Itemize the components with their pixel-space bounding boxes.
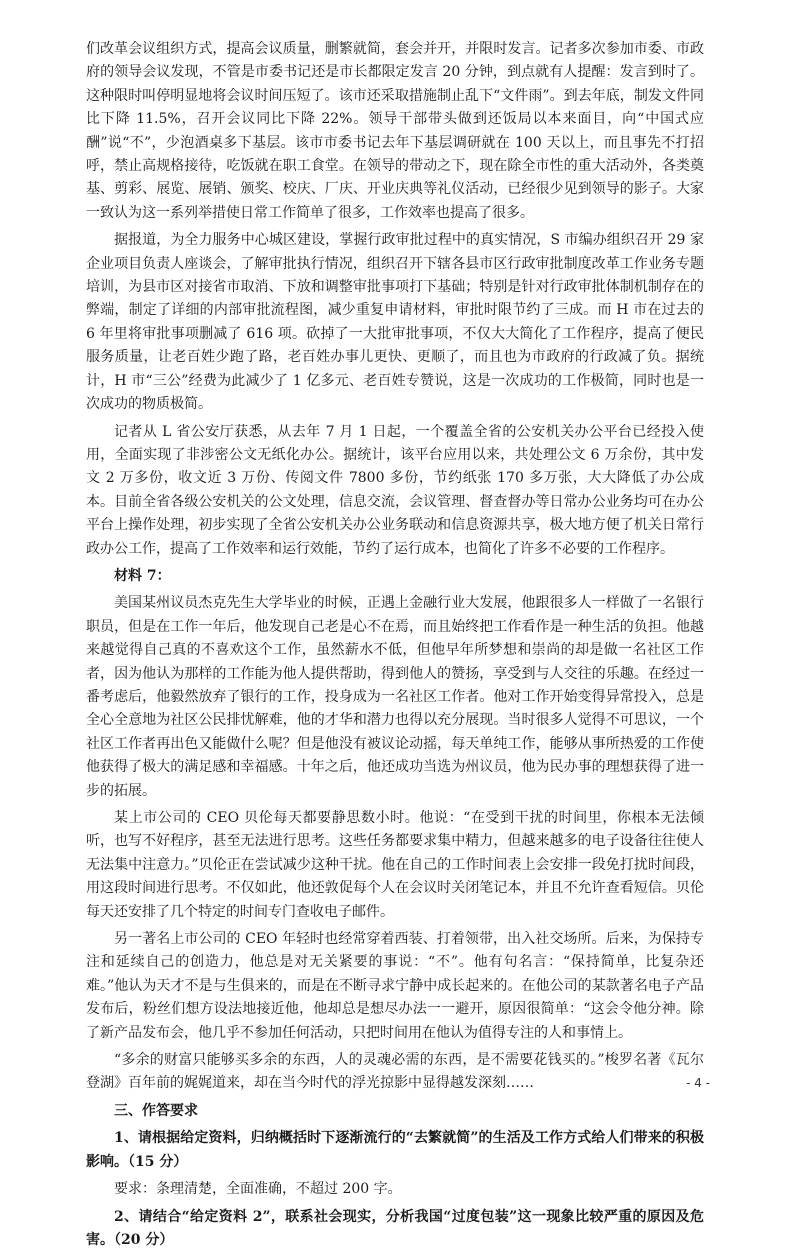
paragraph-paperless-office: 记者从 L 省公安厅获悉，从去年 7 月 1 日起，一个覆盖全省的公安机关办公平台已经投入使用，全面实现了非涉密公文无纸化办公。据统计，该平台应用以来，共处理公文 6 万余份，其中发文 2 万多份，收文近 3 万份、传阅文件 7800 多份，节约纸张 170 多万张，大大降低了办公成本。目前全省各级公安机关的公文处理，信息交流，会议管理、督查督办等日常办公业务均可在办公平台上操作处理，初步实现了全省公安机关办公业务联动和信息资源共享，极大地方便了机关日常行政办公工作，提高了工作效率和运行效能，节约了运行成本，也简化了许多不必要的工作程序。 (86, 421, 704, 561)
paragraph-ceo-simplicity: 另一著名上市公司的 CEO 年轻时也经常穿着西装、打着领带，出入社交场所。后来，为保持专注和延续自己的创造力，他总是对无关紧要的事说：“不”。他有句名言：“保持简单，比复杂还难。”他认为天才不是与生俱来的，而是在不断寻求宁静中成长起来的。在他公司的某款著名电子产品发布后，粉丝们想方设法地接近他，他却总是想尽办法一一避开，原因很简单：“这会令他分神。除了新产品发布会，他几乎不参加任何活动，只把时间用在他认为值得专注的人和事情上。 (86, 928, 704, 1045)
paragraph-approval-reform: 据报道，为全力服务中心城区建设，掌握行政审批过程中的真实情况，S 市编办组织召开 29 家企业项目负责人座谈会，了解审批执行情况，组织召开下辖各县市区行政审批制度改革工作业务专题培训，为县市区对接省市取消、下放和调整审批事项打下基础；特别是针对行政审批体制机制存在的弊端，制定了详细的内部审批流程图，减少重复申请材料，审批时限节约了三成。而 H 市在过去的 6 年里将审批事项删减了 616 项。砍掉了一大批审批事项，不仅大大简化了工作程序，提高了便民服务质量，让老百姓少跑了路，老百姓办事儿更快、更顺了，而且也为市政府的行政减了负。据统计，H 市“三公”经费为此减少了 1 亿多元、老百姓专赞说，这是一次成功的工作极简，同时也是一次成功的物质极简。 (86, 229, 704, 416)
question-1: 1、请根据给定资料，归纳概括时下逐渐流行的“去繁就简”的生活及工作方式给人们带来的积极影响。（15 分） (86, 1127, 704, 1174)
paragraph-meeting-reform: 们改革会议组织方式，提高会议质量，删繁就简，套会并开，并限时发言。记者多次参加市委、市政府的领导会议发现，不管是市委书记还是市长都限定发言 20 分钟，到点就有人提醒：发言到时了。这种限时叫停明显地将会议时间压短了。该市还采取措施制止乱下“文件雨”。到去年底，制发文件同比下降 11.5%，召开会议同比下降 22%。领导干部带头做到还饭局以本来面目，向“中国式应酬”说“不”，少泡酒桌多下基层。该市市委书记去年下基层调研就在 100 天以上，而且事先不打招呼，禁止高规格接待，吃饭就在职工食堂。在领导的带动之下，现在除全市性的重大活动外，各类奠基、剪彩、展览、展销、颁奖、校庆、厂庆、开业庆典等礼仪活动，已经很少见到领导的影子。大家一致认为这一系列举措使日常工作简单了很多，工作效率也提高了很多。 (86, 38, 704, 225)
material-7-heading: 材料 7： (86, 565, 704, 588)
paragraph-thoreau-quote: “多余的财富只能够买多余的东西，人的灵魂必需的东西，是不需要花钱买的。”梭罗名著《瓦尔登湖》百年前的娓娓道来，却在当今时代的浮光掠影中显得越发深刻…… (86, 1049, 704, 1096)
paragraph-jack-story: 美国某州议员杰克先生大学毕业的时候，正遇上金融行业大发展，他跟很多人一样做了一名银行职员，但是在工作一年后，他发现自己老是心不在焉，而且始终把工作看作是一种生活的负担。他越来越觉得自己真的不喜欢这个工作，虽然薪水不低，但他早年所梦想和崇尚的却是做一名社区工作者，因为他认为那样的工作能为他人提供帮助，得到他人的赞扬，享受到与人交往的乐趣。在经过一番考虑后，他毅然放弃了银行的工作，投身成为一名社区工作者。他对工作开始变得异常投入，总是全心全意地为社区公民排忧解难，他的才华和潜力也得以充分展现。当时很多人觉得不可思议，一个社区工作者再出色又能做什么呢？但是他没有被议论动摇，每天单纯工作，能够从事所热爱的工作使他获得了极大的满足感和幸福感。十年之后，他还成功当选为州议员，他为民办事的理想获得了进一步的拓展。 (86, 592, 704, 803)
section-title-requirements: 三、作答要求 (86, 1100, 704, 1123)
page-number: - 4 - (686, 1076, 710, 1090)
question-2: 2、请结合“给定资料 2”，联系社会现实，分析我国“过度包装”这一现象比较严重的原因及危害。（20 分） (86, 1206, 704, 1252)
question-1-requirement: 要求：条理清楚，全面准确，不超过 200 字。 (86, 1178, 704, 1201)
paragraph-ceo-belen: 某上市公司的 CEO 贝伦每天都要静思数小时。他说：“在受到干扰的时间里，你根本无法倾听，也写不好程序，甚至无法进行思考。这些任务都要求集中精力，但越来越多的电子设备往往使人无法集中注意力。”贝伦正在尝试减少这种干扰。他在自己的工作时间表上会安排一段免打扰时间段，用这段时间进行思考。不仅如此，他还敦促每个人在会议时关闭笔记本，并且不允许查看短信。贝伦每天还安排了几个特定的时间专门查收电子邮件。 (86, 807, 704, 924)
